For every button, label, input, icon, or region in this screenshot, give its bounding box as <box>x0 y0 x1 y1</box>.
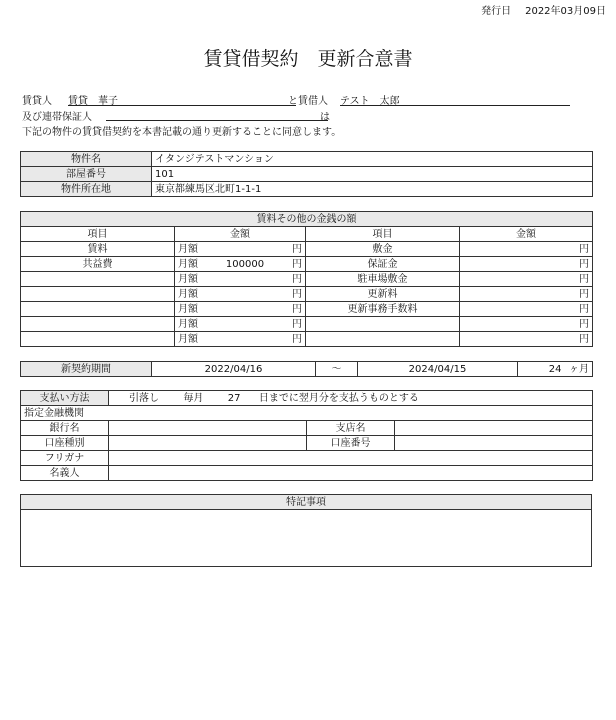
bank-name-label: 銀行名 <box>21 421 109 436</box>
yen-unit: 円 <box>292 303 302 315</box>
property-table <box>20 151 593 197</box>
money-item-right <box>306 332 460 347</box>
money-amount-left <box>175 272 306 287</box>
money-amount-right <box>460 287 593 302</box>
document-title: 賃貸借契約 更新合意書 <box>203 48 413 70</box>
monthly-label: 月額 <box>178 288 198 300</box>
yen-unit: 円 <box>579 288 589 300</box>
yen-unit: 円 <box>292 243 302 255</box>
lessee-name: テスト 太郎 <box>340 96 400 107</box>
account-number-value <box>395 436 593 451</box>
term-table <box>20 361 593 377</box>
payment-table <box>20 390 593 481</box>
table-row <box>21 242 593 257</box>
money-item-right <box>306 317 460 332</box>
bank-header: 指定金融機関 <box>21 406 593 421</box>
holder-label: 名義人 <box>21 466 109 481</box>
table-row <box>21 287 593 302</box>
monthly-label: 月額 <box>178 243 198 255</box>
table-row <box>21 302 593 317</box>
money-amount-right <box>460 257 593 272</box>
table-row <box>21 451 593 466</box>
money-item-right: 敷金 <box>306 242 460 257</box>
payment-label: 支払い方法 <box>21 391 109 406</box>
yen-unit: 円 <box>579 273 589 285</box>
col-header-amount: 金額 <box>460 227 593 242</box>
table-row <box>21 510 592 567</box>
table-row <box>21 272 593 287</box>
table-row <box>21 436 593 451</box>
money-amount-left <box>175 332 306 347</box>
guarantor-suffix: は <box>320 112 330 123</box>
money-amount-left <box>175 242 306 257</box>
amount-value <box>198 333 292 346</box>
money-item-left <box>21 302 175 317</box>
furigana-value <box>109 451 593 466</box>
notes-title: 特記事項 <box>21 495 592 510</box>
money-item-right: 保証金 <box>306 257 460 272</box>
yen-unit: 円 <box>292 288 302 300</box>
term-end: 2024/04/15 <box>358 362 518 377</box>
money-item-left <box>21 332 175 347</box>
term-start: 2022/04/16 <box>152 362 316 377</box>
yen-unit: 円 <box>579 333 589 345</box>
table-row <box>21 391 593 406</box>
payment-text: 日までに翌月分を支払うものとする <box>258 392 419 404</box>
term-months: 24 <box>518 362 565 377</box>
col-header-item: 項目 <box>306 227 460 242</box>
monthly-label: 月額 <box>178 258 198 270</box>
money-amount-right <box>460 272 593 287</box>
money-amount-left <box>175 317 306 332</box>
money-item-left: 賃料 <box>21 242 175 257</box>
yen-unit: 円 <box>579 318 589 330</box>
yen-unit: 円 <box>292 258 302 270</box>
yen-unit: 円 <box>292 318 302 330</box>
money-amount-right <box>460 332 593 347</box>
money-item-left: 共益費 <box>21 257 175 272</box>
issue-date-label: 発行日 <box>481 6 512 17</box>
branch-value <box>395 421 593 436</box>
table-row <box>21 421 593 436</box>
account-type-value <box>109 436 307 451</box>
room-number-value: 101 <box>152 167 593 182</box>
money-item-right: 駐車場敷金 <box>306 272 460 287</box>
property-name-label: 物件名 <box>21 152 152 167</box>
term-months-unit: ヶ月 <box>565 362 593 377</box>
furigana-label: フリガナ <box>21 451 109 466</box>
money-item-left <box>21 317 175 332</box>
monthly-label: 月額 <box>178 273 198 285</box>
lessor-underline <box>68 105 296 106</box>
term-tilde: 〜 <box>316 362 358 377</box>
monthly-label: 月額 <box>178 333 198 345</box>
payment-method: 引落し <box>129 392 159 404</box>
amount-value <box>198 288 292 301</box>
branch-label: 支店名 <box>307 421 395 436</box>
table-row <box>21 167 593 182</box>
guarantor-label: 及び連帯保証人 <box>22 112 92 123</box>
property-address-value: 東京都練馬区北町1-1-1 <box>152 182 593 197</box>
monthly-label: 月額 <box>178 318 198 330</box>
money-table-title: 賃料その他の金銭の額 <box>21 212 593 227</box>
issue-date-line <box>481 2 606 17</box>
col-header-amount: 金額 <box>175 227 306 242</box>
table-row <box>21 406 593 421</box>
money-amount-left <box>175 302 306 317</box>
notes-table <box>20 494 592 567</box>
party-line <box>22 91 592 107</box>
yen-unit: 円 <box>292 273 302 285</box>
notes-body <box>21 510 592 567</box>
property-address-label: 物件所在地 <box>21 182 152 197</box>
table-row <box>21 182 593 197</box>
money-amount-right <box>460 242 593 257</box>
account-number-label: 口座番号 <box>307 436 395 451</box>
guarantor-line <box>22 107 362 123</box>
bank-name-value <box>109 421 307 436</box>
table-row <box>21 227 593 242</box>
money-item-left <box>21 287 175 302</box>
property-name-value: イタンジテストマンション <box>152 152 593 167</box>
money-item-left <box>21 272 175 287</box>
yen-unit: 円 <box>579 258 589 270</box>
money-table <box>20 211 593 347</box>
consent-statement: 下記の物件の賃貸借契約を本書記載の通り更新することに同意します。 <box>22 127 342 138</box>
table-row <box>21 257 593 272</box>
money-amount-right <box>460 317 593 332</box>
lessor-label: 賃貸人 <box>22 96 52 107</box>
holder-value <box>109 466 593 481</box>
money-amount-left <box>175 257 306 272</box>
table-row <box>21 466 593 481</box>
payment-monthly: 毎月 <box>183 392 204 404</box>
yen-unit: 円 <box>292 333 302 345</box>
term-label: 新契約期間 <box>21 362 152 377</box>
money-item-right: 更新事務手数料 <box>306 302 460 317</box>
issue-date-value: 2022年03月09日 <box>525 6 606 17</box>
table-row <box>21 362 593 377</box>
table-row <box>21 152 593 167</box>
monthly-label: 月額 <box>178 303 198 315</box>
col-header-item: 項目 <box>21 227 175 242</box>
amount-value: 100000 <box>225 258 265 270</box>
amount-value <box>198 303 292 316</box>
amount-value <box>198 243 292 256</box>
table-row <box>21 317 593 332</box>
table-row <box>21 332 593 347</box>
payment-day: 27 <box>227 392 241 404</box>
yen-unit: 円 <box>579 303 589 315</box>
money-item-right: 更新料 <box>306 287 460 302</box>
money-amount-left <box>175 287 306 302</box>
guarantor-underline <box>106 120 328 121</box>
room-number-label: 部屋番号 <box>21 167 152 182</box>
amount-value <box>198 273 292 286</box>
lessee-underline <box>340 105 570 106</box>
money-amount-right <box>460 302 593 317</box>
table-row <box>21 495 592 510</box>
account-type-label: 口座種別 <box>21 436 109 451</box>
payment-terms <box>109 391 593 406</box>
lessee-label: と賃借人 <box>288 96 328 107</box>
table-row <box>21 212 593 227</box>
money-rows <box>21 242 593 347</box>
lessor-name: 賃貸 華子 <box>68 96 118 107</box>
amount-value <box>198 318 292 331</box>
yen-unit: 円 <box>579 243 589 255</box>
